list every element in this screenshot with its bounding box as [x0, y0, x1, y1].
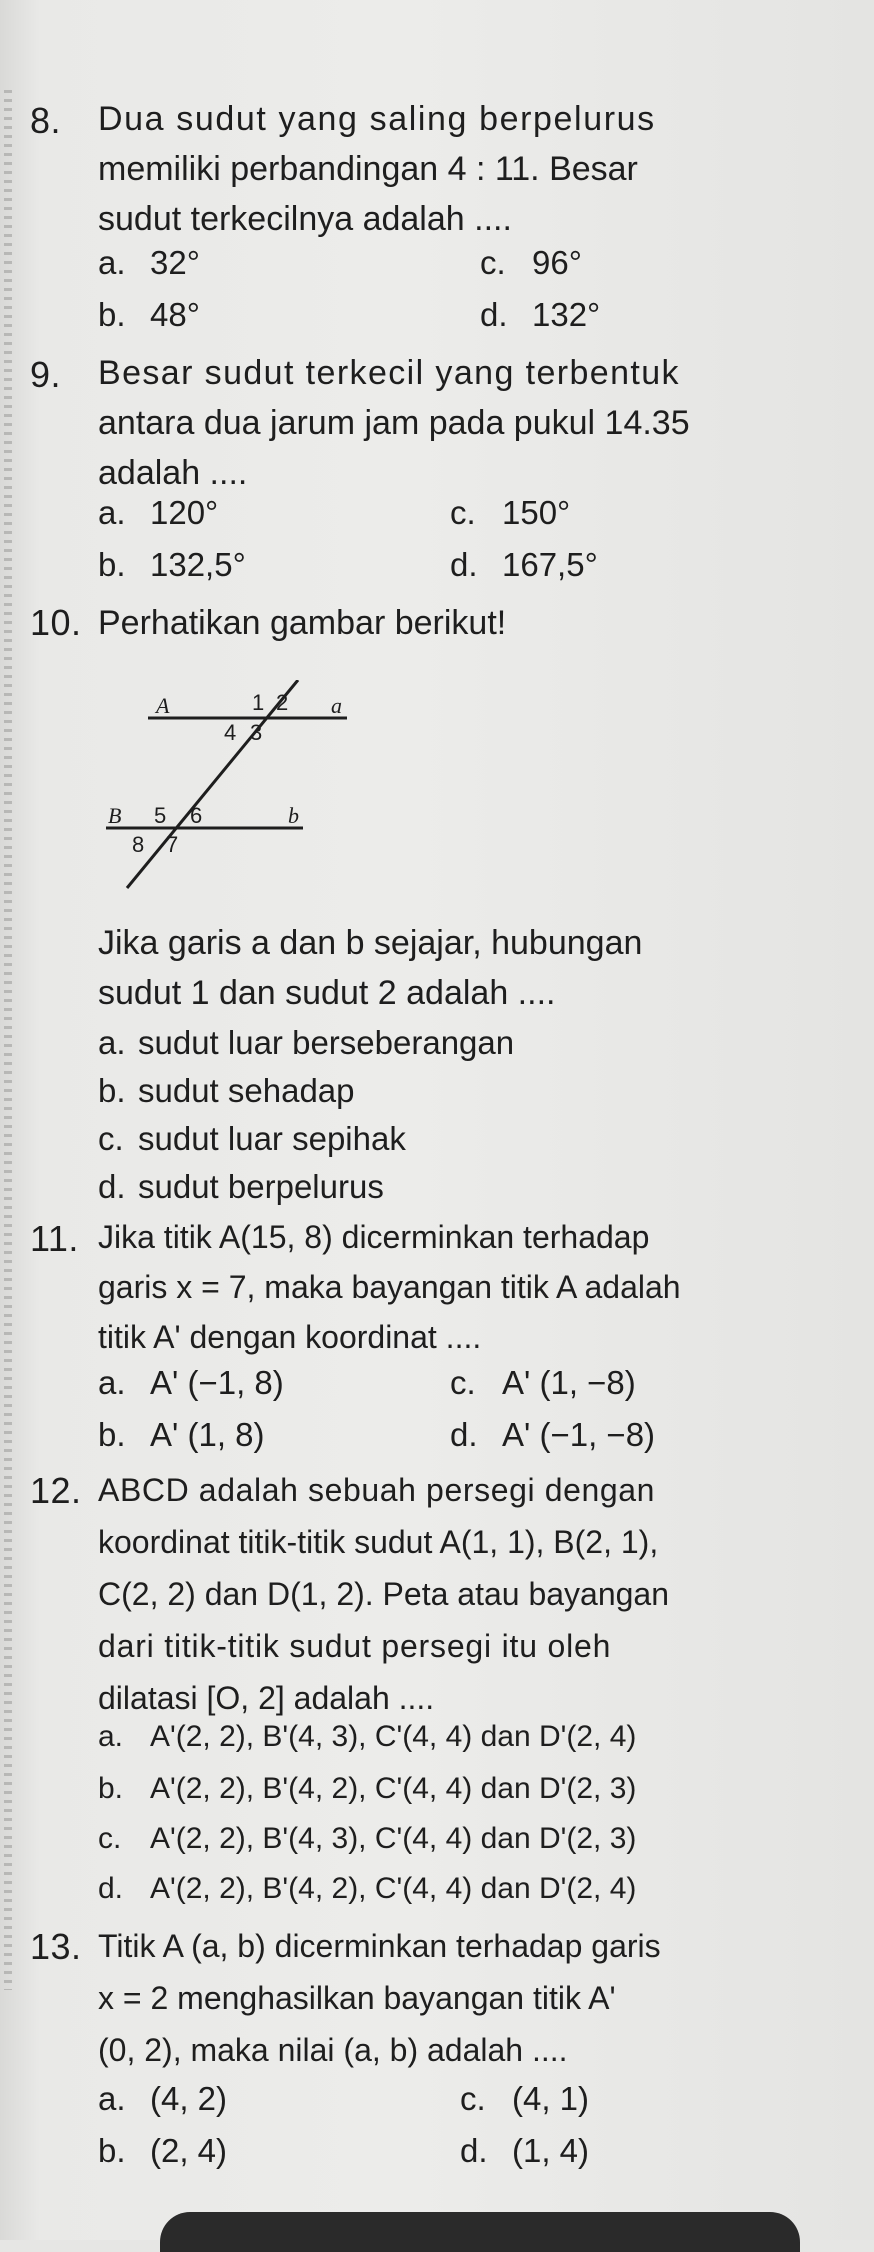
option-a[interactable]: a. (4, 2): [98, 2080, 228, 2117]
angle-3: 3: [250, 720, 263, 745]
option-c[interactable]: c. (4, 1): [460, 2080, 590, 2117]
angle-4: 4: [224, 720, 237, 745]
option-b[interactable]: b. (2, 4): [98, 2132, 228, 2169]
question-number: 10.: [30, 602, 82, 643]
option-d[interactable]: d. sudut berpelurus: [98, 1168, 384, 1205]
angle-2: 2: [276, 690, 289, 715]
angle-7: 7: [166, 832, 179, 857]
option-d[interactable]: d. 167,5°: [450, 546, 598, 583]
question-text: Titik A (a, b) dicerminkan terhadap garis x = 2 menghasilkan bayangan titik A' (0, 2), maka nilai (a, b) adalah ....: [98, 1928, 661, 2068]
option-a[interactable]: a. 32°: [98, 244, 200, 281]
option-b[interactable]: b. A'(2, 2), B'(4, 2), C'(4, 4) dan D'(2, 3): [98, 1772, 637, 1805]
label-B: B: [108, 803, 122, 828]
angle-5: 5: [154, 803, 167, 828]
option-c[interactable]: c. A' (1, −8): [450, 1364, 636, 1401]
option-a[interactable]: a. 120°: [98, 494, 219, 531]
option-d[interactable]: d. A'(2, 2), B'(4, 2), C'(4, 4) dan D'(2, 4): [98, 1872, 637, 1905]
option-a[interactable]: a. sudut luar berseberangan: [98, 1024, 515, 1061]
question-text: Besar sudut terkecil yang terbentuk antara dua jarum jam pada pukul 14.35 adalah ....: [98, 354, 690, 492]
label-a: a: [331, 693, 342, 718]
question-text: Perhatikan gambar berikut!: [98, 604, 507, 642]
option-a[interactable]: a. A'(2, 2), B'(4, 3), C'(4, 4) dan D'(2, 4): [98, 1720, 637, 1753]
option-d[interactable]: d. (1, 4): [460, 2132, 590, 2169]
option-c[interactable]: c. A'(2, 2), B'(4, 3), C'(4, 4) dan D'(2, 3): [98, 1822, 637, 1855]
option-b[interactable]: b. A' (1, 8): [98, 1416, 265, 1453]
option-c[interactable]: c. sudut luar sepihak: [98, 1120, 406, 1157]
question-number: 12.: [30, 1470, 82, 1511]
question-text-continued: Jika garis a dan b sejajar, hubungan sudut 1 dan sudut 2 adalah ....: [98, 924, 643, 1012]
question-text: ABCD adalah sebuah persegi dengan koordinat titik-titik sudut A(1, 1), B(2, 1), C(2, 2) dan D(1, 2). Peta atau bayangan dari titik-titik sudut persegi itu oleh dilatasi [O, 2] adalah ....: [98, 1472, 670, 1716]
label-b: b: [288, 803, 299, 828]
option-d[interactable]: d. 132°: [480, 296, 601, 333]
option-a[interactable]: a. A' (−1, 8): [98, 1364, 284, 1401]
option-c[interactable]: c. 96°: [480, 244, 582, 281]
question-text: Dua sudut yang saling berpelurus memiliki perbandingan 4 : 11. Besar sudut terkecilnya adalah ....: [98, 100, 656, 238]
option-b[interactable]: b. 48°: [98, 296, 200, 333]
question-number: 9.: [30, 354, 62, 395]
option-b[interactable]: b. sudut sehadap: [98, 1072, 355, 1109]
parallel-lines-figure: [90, 680, 380, 900]
question-text: Jika titik A(15, 8) dicerminkan terhadap garis x = 7, maka bayangan titik A adalah titik A' dengan koordinat ....: [98, 1219, 681, 1355]
option-d[interactable]: d. A' (−1, −8): [450, 1416, 656, 1453]
angle-1: 1: [252, 690, 265, 715]
binding-holes: [4, 90, 12, 1990]
bottom-edge-shadow: [160, 2212, 800, 2252]
question-number: 8.: [30, 100, 62, 141]
question-number: 11.: [30, 1218, 79, 1259]
option-b[interactable]: b. 132,5°: [98, 546, 246, 583]
angle-8: 8: [132, 832, 145, 857]
question-number: 13.: [30, 1926, 82, 1967]
option-c[interactable]: c. 150°: [450, 494, 571, 531]
label-A: A: [156, 693, 170, 718]
transversal: [127, 680, 298, 888]
angle-6: 6: [190, 803, 203, 828]
